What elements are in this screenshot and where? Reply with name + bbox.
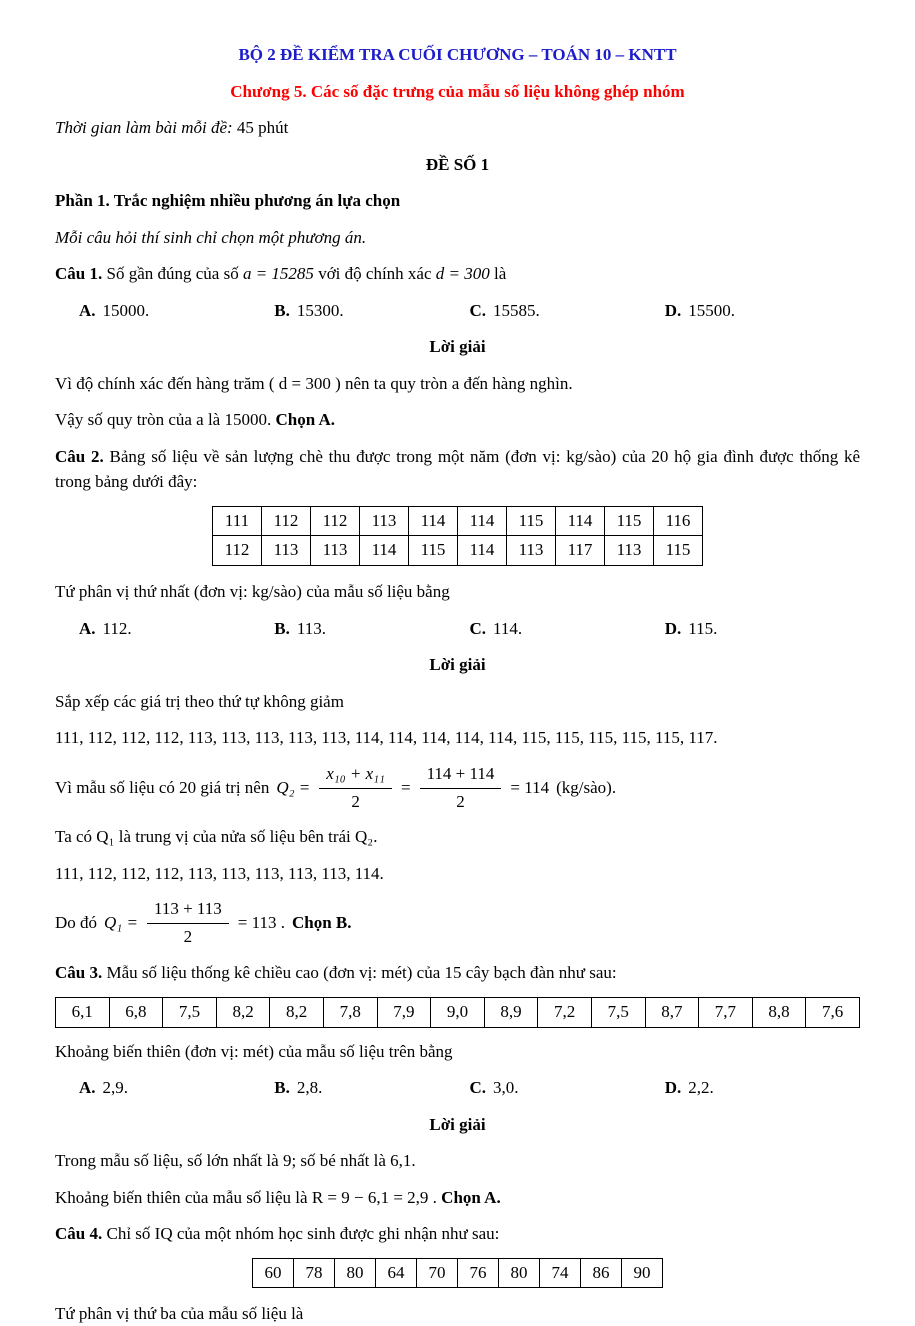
duration-note [55, 115, 860, 141]
q4-data-table [252, 1258, 663, 1289]
table-cell: 80 [335, 1258, 376, 1288]
table-cell: 74 [540, 1258, 581, 1288]
q1-options-row [55, 298, 860, 324]
q3-solution-line1: Trong mẫu số liệu, số lớn nhất là 9; số bé nhất là 6,1. [55, 1151, 416, 1170]
table-cell: 64 [376, 1258, 417, 1288]
q1-label: Câu 1. [55, 264, 103, 283]
table-cell: 112 [262, 506, 311, 536]
q1-solution-line1: Vì độ chính xác đến hàng trăm ( d = 300 ) nên ta quy tròn a đến hàng nghìn. [55, 373, 573, 393]
option-label: C. [469, 300, 487, 320]
table-cell: 113 [605, 536, 654, 566]
table-cell: 7,9 [377, 997, 431, 1027]
table-row [56, 997, 860, 1027]
table-cell: 78 [294, 1258, 335, 1288]
q2-option-b [274, 616, 469, 642]
q3-data-table [55, 997, 860, 1028]
q1-choice: Chọn A. [275, 410, 336, 429]
q2-data-table [212, 506, 703, 567]
table-cell: 115 [409, 536, 458, 566]
table-cell: 114 [458, 536, 507, 566]
q2-sol6-text: Do đó [55, 913, 98, 933]
fraction-numerator: x₁₀ + x₁₁ [326, 763, 385, 783]
q1-text-a: Số gần đúng của số [106, 264, 239, 283]
q2-solution-line6 [55, 897, 860, 949]
q3-options-row [55, 1075, 860, 1101]
table-cell: 117 [556, 536, 605, 566]
table-cell: 90 [622, 1258, 663, 1288]
part-title: Phần 1. Trắc nghiệm nhiều phương án lựa chọn [55, 191, 401, 210]
option-label: B. [274, 300, 290, 320]
table-cell: 112 [311, 506, 360, 536]
table-cell: 8,2 [216, 997, 270, 1027]
q3-solution-heading: Lời giải [429, 1114, 486, 1134]
table-cell: 115 [605, 506, 654, 536]
q2-options-row [55, 616, 860, 642]
q3-solution-text: Khoảng biến thiên của mẫu số liệu là R = 9 − 6,1 = 2,9 . [55, 1187, 437, 1207]
q3-question: Khoảng biến thiên (đơn vị: mét) của mẫu số liệu trên bằng [55, 1041, 453, 1061]
q4-statement [55, 1221, 860, 1247]
option-value: 114. [493, 618, 523, 638]
q2-statement [55, 444, 860, 495]
fraction-x10-x11 [319, 762, 392, 814]
table-cell: 114 [409, 506, 458, 536]
option-label: B. [274, 1078, 290, 1097]
option-label: C. [469, 1078, 487, 1097]
option-value: 2,2. [688, 1078, 714, 1097]
table-cell: 7,8 [323, 997, 377, 1027]
q2-sol3-text: Vì mẫu số liệu có 20 giá trị nên [55, 777, 270, 797]
q3-option-b [274, 1075, 469, 1101]
q4-question: Tứ phân vị thứ ba của mẫu số liệu là [55, 1304, 304, 1324]
q1-text-c: là [494, 264, 507, 283]
table-cell: 113 [311, 536, 360, 566]
fraction-113-113 [147, 897, 229, 949]
option-label: A. [79, 1078, 96, 1097]
table-cell: 70 [417, 1258, 458, 1288]
table-cell: 8,9 [484, 997, 538, 1027]
q1-solution-line2 [55, 407, 860, 433]
fraction-denominator: 2 [420, 788, 502, 814]
table-cell: 8,8 [752, 997, 806, 1027]
fraction-numerator: 114 + 114 [426, 763, 495, 783]
q3-statement [55, 960, 860, 986]
option-value: 15500. [688, 300, 736, 320]
table-row [253, 1258, 663, 1288]
q2-solution-line2: 111, 112, 112, 112, 113, 113, 113, 113, 113, 114, 114, 114, 114, 114, 115, 115, 115, 115, 115, 117. [55, 728, 718, 748]
q2-sol3-result: = 114 [510, 777, 550, 797]
part-note: Mỗi câu hỏi thí sinh chỉ chọn một phương án. [55, 227, 367, 247]
table-cell: 76 [458, 1258, 499, 1288]
table-cell: 111 [213, 506, 262, 536]
q1-math-d: d = 300 [435, 264, 490, 283]
option-value: 2,9. [102, 1078, 129, 1097]
q1-option-c [470, 298, 665, 324]
option-label: C. [469, 618, 487, 638]
q2-solution-heading: Lời giải [429, 655, 486, 675]
q1-statement [55, 261, 860, 287]
q2-sol6-math: Q₁ = [104, 913, 138, 933]
q2-sol6-result: = 113 . [237, 913, 285, 933]
document-title: BỘ 2 ĐỀ KIỂM TRA CUỐI CHƯƠNG – TOÁN 10 – KNTT [238, 45, 677, 64]
option-value: 112. [102, 618, 132, 638]
table-cell: 115 [654, 536, 703, 566]
table-cell: 6,1 [56, 997, 110, 1027]
q2-question: Tứ phân vị thứ nhất (đơn vị: kg/sào) của mẫu số liệu bằng [55, 582, 450, 602]
q2-solution-line5: 111, 112, 112, 112, 113, 113, 113, 113, 113, 114. [55, 863, 384, 883]
q3-text: Mẫu số liệu thống kê chiều cao (đơn vị: mét) của 15 cây bạch đàn như sau: [106, 963, 617, 983]
option-label: A. [79, 300, 96, 320]
q2-text: Bảng số liệu về sản lượng chè thu được trong một năm (đơn vị: kg/sào) của 20 hộ gia đình được thống kê trong bảng dưới đây: [55, 446, 861, 491]
option-value: 113. [296, 618, 326, 638]
q4-text: Chỉ số IQ của một nhóm học sinh được ghi nhận như sau: [106, 1224, 500, 1243]
fraction-numerator: 113 + 113 [153, 899, 222, 919]
table-cell: 114 [458, 506, 507, 536]
option-label: A. [79, 618, 96, 638]
table-cell: 8,7 [645, 997, 699, 1027]
option-label: D. [664, 618, 682, 638]
table-cell: 113 [262, 536, 311, 566]
q1-math-a: a = 15285 [242, 264, 314, 283]
q3-option-d [665, 1075, 860, 1101]
table-cell: 86 [581, 1258, 622, 1288]
option-label: B. [274, 618, 290, 638]
q1-solution-heading: Lời giải [429, 337, 486, 356]
q2-sol3-math: Q₂ = [276, 777, 311, 797]
table-cell: 80 [499, 1258, 540, 1288]
table-cell: 115 [507, 506, 556, 536]
option-value: 115. [688, 618, 718, 638]
q2-option-a [79, 616, 274, 642]
table-cell: 113 [507, 536, 556, 566]
table-cell: 114 [360, 536, 409, 566]
fraction-114-114 [420, 762, 502, 814]
q1-option-a [79, 298, 274, 324]
table-row [213, 536, 703, 566]
q1-solution-text: Vậy số quy tròn của a là 15000. [55, 410, 272, 429]
option-value: 3,0. [493, 1078, 519, 1097]
q3-option-a [79, 1075, 274, 1101]
table-cell: 113 [360, 506, 409, 536]
option-value: 2,8. [296, 1078, 323, 1097]
q1-option-d [665, 298, 860, 324]
q2-sol3-unit: (kg/sào). [556, 777, 617, 797]
duration-label: Thời gian làm bài mỗi đề: [55, 118, 233, 137]
q2-solution-line4: Ta có Q₁ là trung vị của nửa số liệu bên trái Q₂. [55, 827, 378, 847]
fraction-denominator: 2 [319, 788, 392, 814]
exam-number: ĐỀ SỐ 1 [425, 154, 490, 174]
option-value: 15000. [102, 300, 150, 320]
table-cell: 114 [556, 506, 605, 536]
q3-solution-line2 [55, 1185, 860, 1211]
table-row [213, 506, 703, 536]
table-cell: 112 [213, 536, 262, 566]
q2-choice: Chọn B. [292, 913, 352, 933]
q3-option-c [470, 1075, 665, 1101]
table-cell: 60 [253, 1258, 294, 1288]
table-cell: 7,7 [699, 997, 753, 1027]
table-cell: 8,2 [270, 997, 324, 1027]
q4-label: Câu 4. [55, 1224, 103, 1243]
table-cell: 7,6 [806, 997, 860, 1027]
q2-sol3-eq: = [400, 777, 411, 797]
option-label: D. [664, 1078, 682, 1097]
option-label: D. [664, 300, 682, 320]
table-cell: 9,0 [431, 997, 485, 1027]
q2-solution-line3 [55, 762, 860, 814]
q2-label: Câu 2. [55, 446, 104, 466]
q3-choice: Chọn A. [441, 1187, 501, 1207]
q2-solution-line1: Sắp xếp các giá trị theo thứ tự không giảm [55, 691, 344, 711]
table-cell: 7,2 [538, 997, 592, 1027]
table-cell: 7,5 [163, 997, 217, 1027]
q2-option-c [470, 616, 665, 642]
option-value: 15300. [296, 300, 344, 320]
option-value: 15585. [493, 300, 540, 320]
table-cell: 116 [654, 506, 703, 536]
table-cell: 6,8 [109, 997, 163, 1027]
table-cell: 7,5 [591, 997, 645, 1027]
q2-option-d [665, 616, 860, 642]
q3-label: Câu 3. [55, 963, 103, 983]
fraction-denominator: 2 [147, 923, 229, 949]
q1-option-b [274, 298, 469, 324]
q1-text-b: với độ chính xác [318, 264, 432, 283]
chapter-subtitle: Chương 5. Các số đặc trưng của mẫu số liệu không ghép nhóm [230, 81, 685, 101]
duration-value: 45 phút [236, 118, 289, 137]
